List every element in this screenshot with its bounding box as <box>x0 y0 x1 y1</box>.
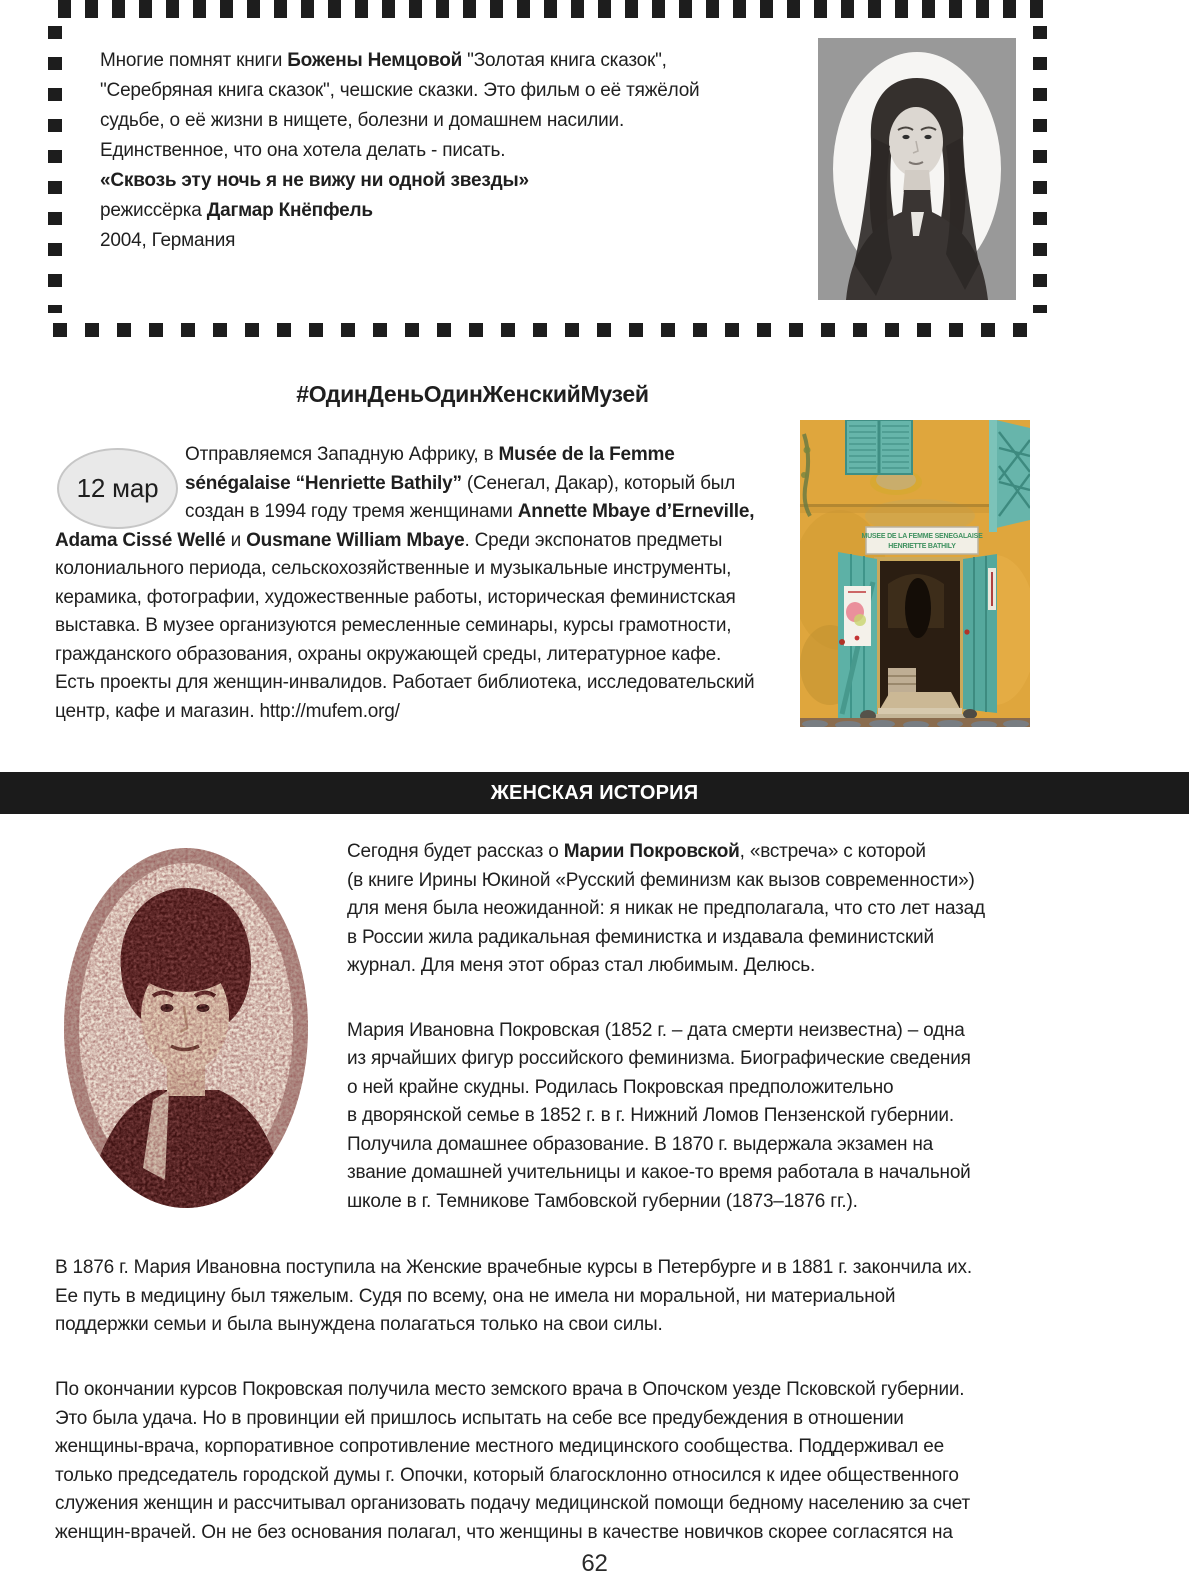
text-line: В 1876 г. Мария Ивановна поступила на Женские врачебные курсы в Петербурге и в 1881 г. закончила их. <box>55 1257 972 1278</box>
history-paragraph-2 <box>347 1017 1135 1217</box>
hashtag-heading: #ОдинДеньОдинЖенскийМузей <box>296 381 649 407</box>
text-line: Единственное, что она хотела делать - писать. <box>100 140 506 161</box>
film-dash-border-right <box>1033 26 1047 313</box>
text-line: Ее путь в медицину был тяжелым. Судя по всему, она не имела ни моральной, ни материальной <box>55 1285 896 1307</box>
text-line: служения женщин и рассчитывал организовать подачу медицинской помощи бедному населению за счет <box>55 1493 970 1514</box>
pokrovskaya-portrait-photo <box>57 838 315 1215</box>
history-text-column <box>347 838 1135 1216</box>
shutters <box>846 420 912 474</box>
text-line: школе в г. Темникове Тамбовской губернии (1873–1876 гг.). <box>347 1190 858 1212</box>
history-paragraph-3 <box>55 1254 1135 1340</box>
text-line: Сегодня будет рассказ о Марии Покровской, «встреча» с которой <box>347 841 926 862</box>
text-line: Это была удача. Но в провинции ей пришлось испытать на себе все предубеждения в отношении <box>55 1407 904 1429</box>
text-line: Отправляемся Западную Африку, в Musée de la Femme <box>185 444 675 465</box>
text-line: "Серебряная книга сказок", чешские сказки. Это фильм о её тяжёлой <box>100 80 700 101</box>
museum-facade-photo <box>800 420 1030 727</box>
text-line: из ярчайших фигур российского феминизма. Биографические сведения <box>347 1048 971 1069</box>
text-line: в дворянской семье в 1852 г. в г. Нижний Ломов Пензенской губернии. <box>347 1105 954 1126</box>
film-dash-border-left <box>48 26 62 313</box>
film-strip-box <box>48 0 1047 337</box>
history-paragraph-1 <box>347 838 1135 981</box>
text-line: создан в 1994 году тремя женщинами Annette Mbaye d’Erneville, <box>185 501 755 522</box>
text-line: журнал. Для меня этот образ стал любимым. Делюсь. <box>347 955 816 976</box>
text-line: Есть проекты для женщин-инвалидов. Работает библиотека, исследовательский <box>55 672 755 693</box>
text-line: звание домашней учительницы и какое-то время работала в начальной <box>347 1162 971 1183</box>
text-line: 2004, Германия <box>100 230 236 251</box>
nemcova-portrait-photo <box>818 38 1016 300</box>
text-line: Adama Cissé Wellé и Ousmane William Mbaye. Среди экспонатов предметы <box>55 529 723 551</box>
text-line: «Сквозь эту ночь я не вижу ни одной звезды» <box>100 170 529 191</box>
text-line: керамика, фотографии, художественные работы, историческая феминистская <box>55 586 736 608</box>
text-line: (в книге Ирины Юкиной «Русский феминизм как вызов современности») <box>347 869 975 891</box>
section-banner: ЖЕНСКАЯ ИСТОРИЯ <box>0 772 1189 814</box>
history-paragraph-4 <box>55 1376 1135 1547</box>
text-line: женщин-врачей. Он не без основания полагал, что женщины в качестве новичков скорее согласятся на <box>55 1521 953 1543</box>
text-line: Получила домашнее образование. В 1870 г. выдержала экзамен на <box>347 1133 933 1155</box>
text-line: только председатель городской думы г. Опочки, который благосклонно относился к идее общественного <box>55 1464 959 1486</box>
text-line: для меня была неожиданной: я никак не предполагала, что сто лет назад <box>347 898 985 919</box>
text-line: о ней крайне скудны. Родилась Покровская предположительно <box>347 1076 894 1098</box>
text-line: гражданского образования, охраны окружающей среды, литературное кафе. <box>55 643 722 665</box>
text-line: sénégalaise “Henriette Bathily” (Сенегал, Дакар), который был <box>185 472 736 494</box>
history-section <box>55 838 1135 1216</box>
film-dash-border-top <box>58 0 1047 18</box>
text-line: выставка. В музее организуются ремесленные семинары, курсы грамотности, <box>55 615 732 636</box>
text-line: колониального периода, сельскохозяйственные и музыкальные инструменты, <box>55 558 732 579</box>
date-badge: 12 мар <box>57 448 178 529</box>
museum-sign-line2: HENRIETTE BATHILY <box>888 543 956 550</box>
text-line: Многие помнят книги Божены Немцовой "Золотая книга сказок", <box>100 50 667 71</box>
text-line: центр, кафе и магазин. http://mufem.org/ <box>55 700 400 722</box>
text-line: По окончании курсов Покровская получила место земского врача в Опочском уезде Псковской губернии. <box>55 1379 965 1400</box>
film-dash-border-bottom <box>53 323 1042 337</box>
museum-sign-line1: MUSEE DE LA FEMME SENEGALAISE <box>861 533 983 540</box>
museum-sign <box>861 527 983 554</box>
text-line: режиссёрка Дагмар Кнёпфель <box>100 200 373 221</box>
text-line: Мария Ивановна Покровская (1852 г. – дата смерти неизвестна) – одна <box>347 1019 965 1041</box>
text-line: женщины-врача, корпоративное сопротивление местного медицинского сообщества. Поддерживал ее <box>55 1436 944 1457</box>
right-door <box>963 554 997 713</box>
page-number: 62 <box>581 1550 608 1577</box>
balcony <box>989 420 1030 532</box>
text-line: судьбе, о её жизни в нищете, болезни и домашнем насилии. <box>100 110 625 131</box>
left-door <box>838 552 877 726</box>
film-description-text <box>100 46 810 256</box>
text-line: поддержки семьи и была вынуждена полагаться только на свои силы. <box>55 1314 663 1335</box>
museum-section <box>55 441 1135 726</box>
text-line: в России жила радикальная феминистка и издавала феминистский <box>347 926 934 948</box>
